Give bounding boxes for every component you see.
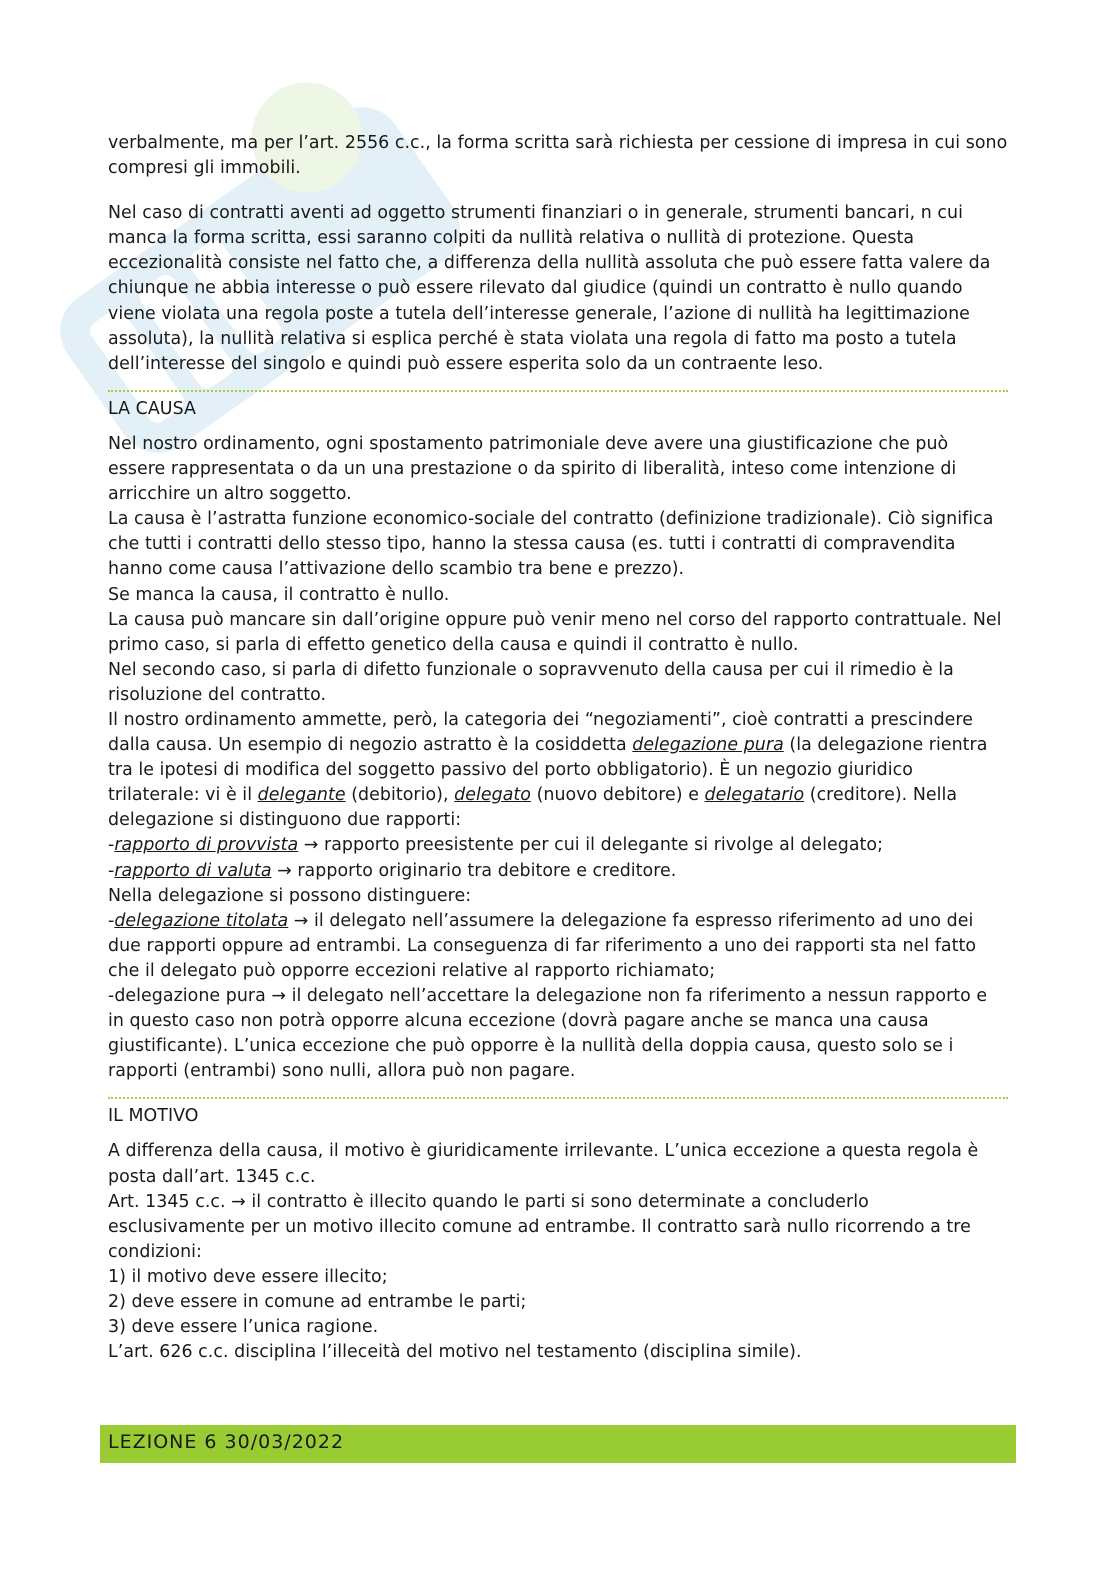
- causa-line: La causa è l’astratta funzione economico-sociale del contratto (definizione tradizionale). Ciò significa che tutti i contratti dello stesso tipo, hanno la stessa causa (es. tutti i contratti di compravendita hanno come causa l’attivazione dello scambio tra bene e prezzo).: [108, 509, 994, 580]
- causa-line: La causa può mancare sin dall’origine oppure può venir meno nel corso del rapporto contrattuale. Nel primo caso, si parla di effetto genetico della causa e quindi il contratto è nullo.: [108, 609, 1002, 655]
- term-delegazione-pura: delegazione pura: [632, 735, 784, 756]
- term-delegazione-titolata: delegazione titolata: [114, 910, 289, 931]
- causa-line: Se manca la causa, il contratto è nullo.: [108, 584, 450, 605]
- causa-line: Nella delegazione si possono distinguere:: [108, 885, 472, 906]
- list-item-delegazione-pura: -delegazione pura → il delegato nell’accettare la delegazione non fa riferimento a nessun rapporto e in questo caso non potrà opporre alcuna eccezione (dovrà pagare anche se manca una causa giustificante). L’unica eccezione che può opporre è la nullità della doppia causa, questo solo se i rapporti (entrambi) sono nulli, allora può non pagare.: [108, 986, 988, 1082]
- document-body: [108, 131, 1008, 1365]
- list-item-rapporto-provvista: -rapporto di provvista → rapporto preesistente per cui il delegante si rivolge al delegato;: [108, 835, 884, 856]
- section-heading-motivo: IL MOTIVO: [108, 1106, 199, 1127]
- section-separator: [108, 390, 1008, 392]
- lesson-header-bar: [100, 1425, 1016, 1463]
- section-separator: [108, 1097, 1008, 1099]
- term-rapporto-valuta: rapporto di valuta: [114, 860, 272, 881]
- term-rapporto-provvista: rapporto di provvista: [114, 835, 299, 856]
- motivo-list-item: 2) deve essere in comune ad entrambe le parti;: [108, 1292, 527, 1313]
- term-delegante: delegante: [257, 785, 346, 806]
- motivo-list-item: 1) il motivo deve essere illecito;: [108, 1266, 388, 1287]
- list-item-delegazione-titolata: -delegazione titolata → il delegato nell’assumere la delegazione fa espresso riferimento ad uno dei due rapporti oppure ad entrambi. La conseguenza di far riferimento a uno dei rapporti sta nel fatto che il delegato può opporre eccezioni relative al rapporto richiamato;: [108, 910, 977, 981]
- term-delegatario: delegatario: [704, 785, 805, 806]
- intro-paragraph-2: Nel caso di contratti aventi ad oggetto strumenti finanziari o in generale, strumenti bancari, n cui manca la forma scritta, essi saranno colpiti da nullità relativa o nullità di protezione. Questa eccezionalità consiste nel fatto che, a differenza della nullità assoluta che può essere fatta valere da chiunque ne abbia interesse o può essere rilevato dal giudice (quindi un contratto è nullo quando viene violata una regola poste a tutela dell’interesse generale, l’azione di nullità ha legittimazione assoluta), la nullità relativa si esplica perché è stata violata una regola di fatto ma posto a tutela dell’interesse del singolo e quindi può essere esperita solo da un contraente leso.: [108, 203, 991, 374]
- motivo-line: A differenza della causa, il motivo è giuridicamente irrilevante. L’unica eccezione a questa regola è posta dall’art. 1345 c.c.: [108, 1141, 979, 1187]
- motivo-list-item: 3) deve essere l’unica ragione.: [108, 1317, 379, 1338]
- motivo-line: Art. 1345 c.c. → il contratto è illecito quando le parti si sono determinate a concluderlo esclusivamente per un motivo illecito comune ad entrambe. Il contratto sarà nullo ricorrendo a tre condizioni:: [108, 1191, 971, 1262]
- intro-paragraph-1: verbalmente, ma per l’art. 2556 c.c., la forma scritta sarà richiesta per cessione di impresa in cui sono compresi gli immobili.: [108, 133, 1008, 179]
- section-heading-causa: LA CAUSA: [108, 398, 196, 419]
- lesson-title: LEZIONE 6 30/03/2022: [108, 1431, 345, 1453]
- negozi-astratti-paragraph: Il nostro ordinamento ammette, però, la categoria dei “negoziamenti”, cioè contratti a prescindere dalla causa. Un esempio di negozio astratto è la cosiddetta delegazione pura (la delegazione rientra tra le ipotesi di modifica del soggetto passivo del porto obbligatorio). È un negozio giuridico trilaterale: vi è il delegante (debitorio), delegato (nuovo debitore) e delegatario (creditore). Nella delegazione si distinguono due rapporti:: [108, 709, 988, 831]
- causa-line: Nel nostro ordinamento, ogni spostamento patrimoniale deve avere una giustificazione che può essere rappresentata o da un una prestazione o da spirito di liberalità, inteso come intenzione di arricchire un altro soggetto.: [108, 433, 957, 505]
- motivo-line: L’art. 626 c.c. disciplina l’illeceità del motivo nel testamento (disciplina simile).: [108, 1342, 802, 1363]
- causa-line: Nel secondo caso, si parla di difetto funzionale o sopravvenuto della causa per cui il rimedio è la risoluzione del contratto.: [108, 659, 954, 705]
- list-item-rapporto-valuta: -rapporto di valuta → rapporto originario tra debitore e creditore.: [108, 860, 677, 881]
- term-delegato: delegato: [454, 785, 531, 806]
